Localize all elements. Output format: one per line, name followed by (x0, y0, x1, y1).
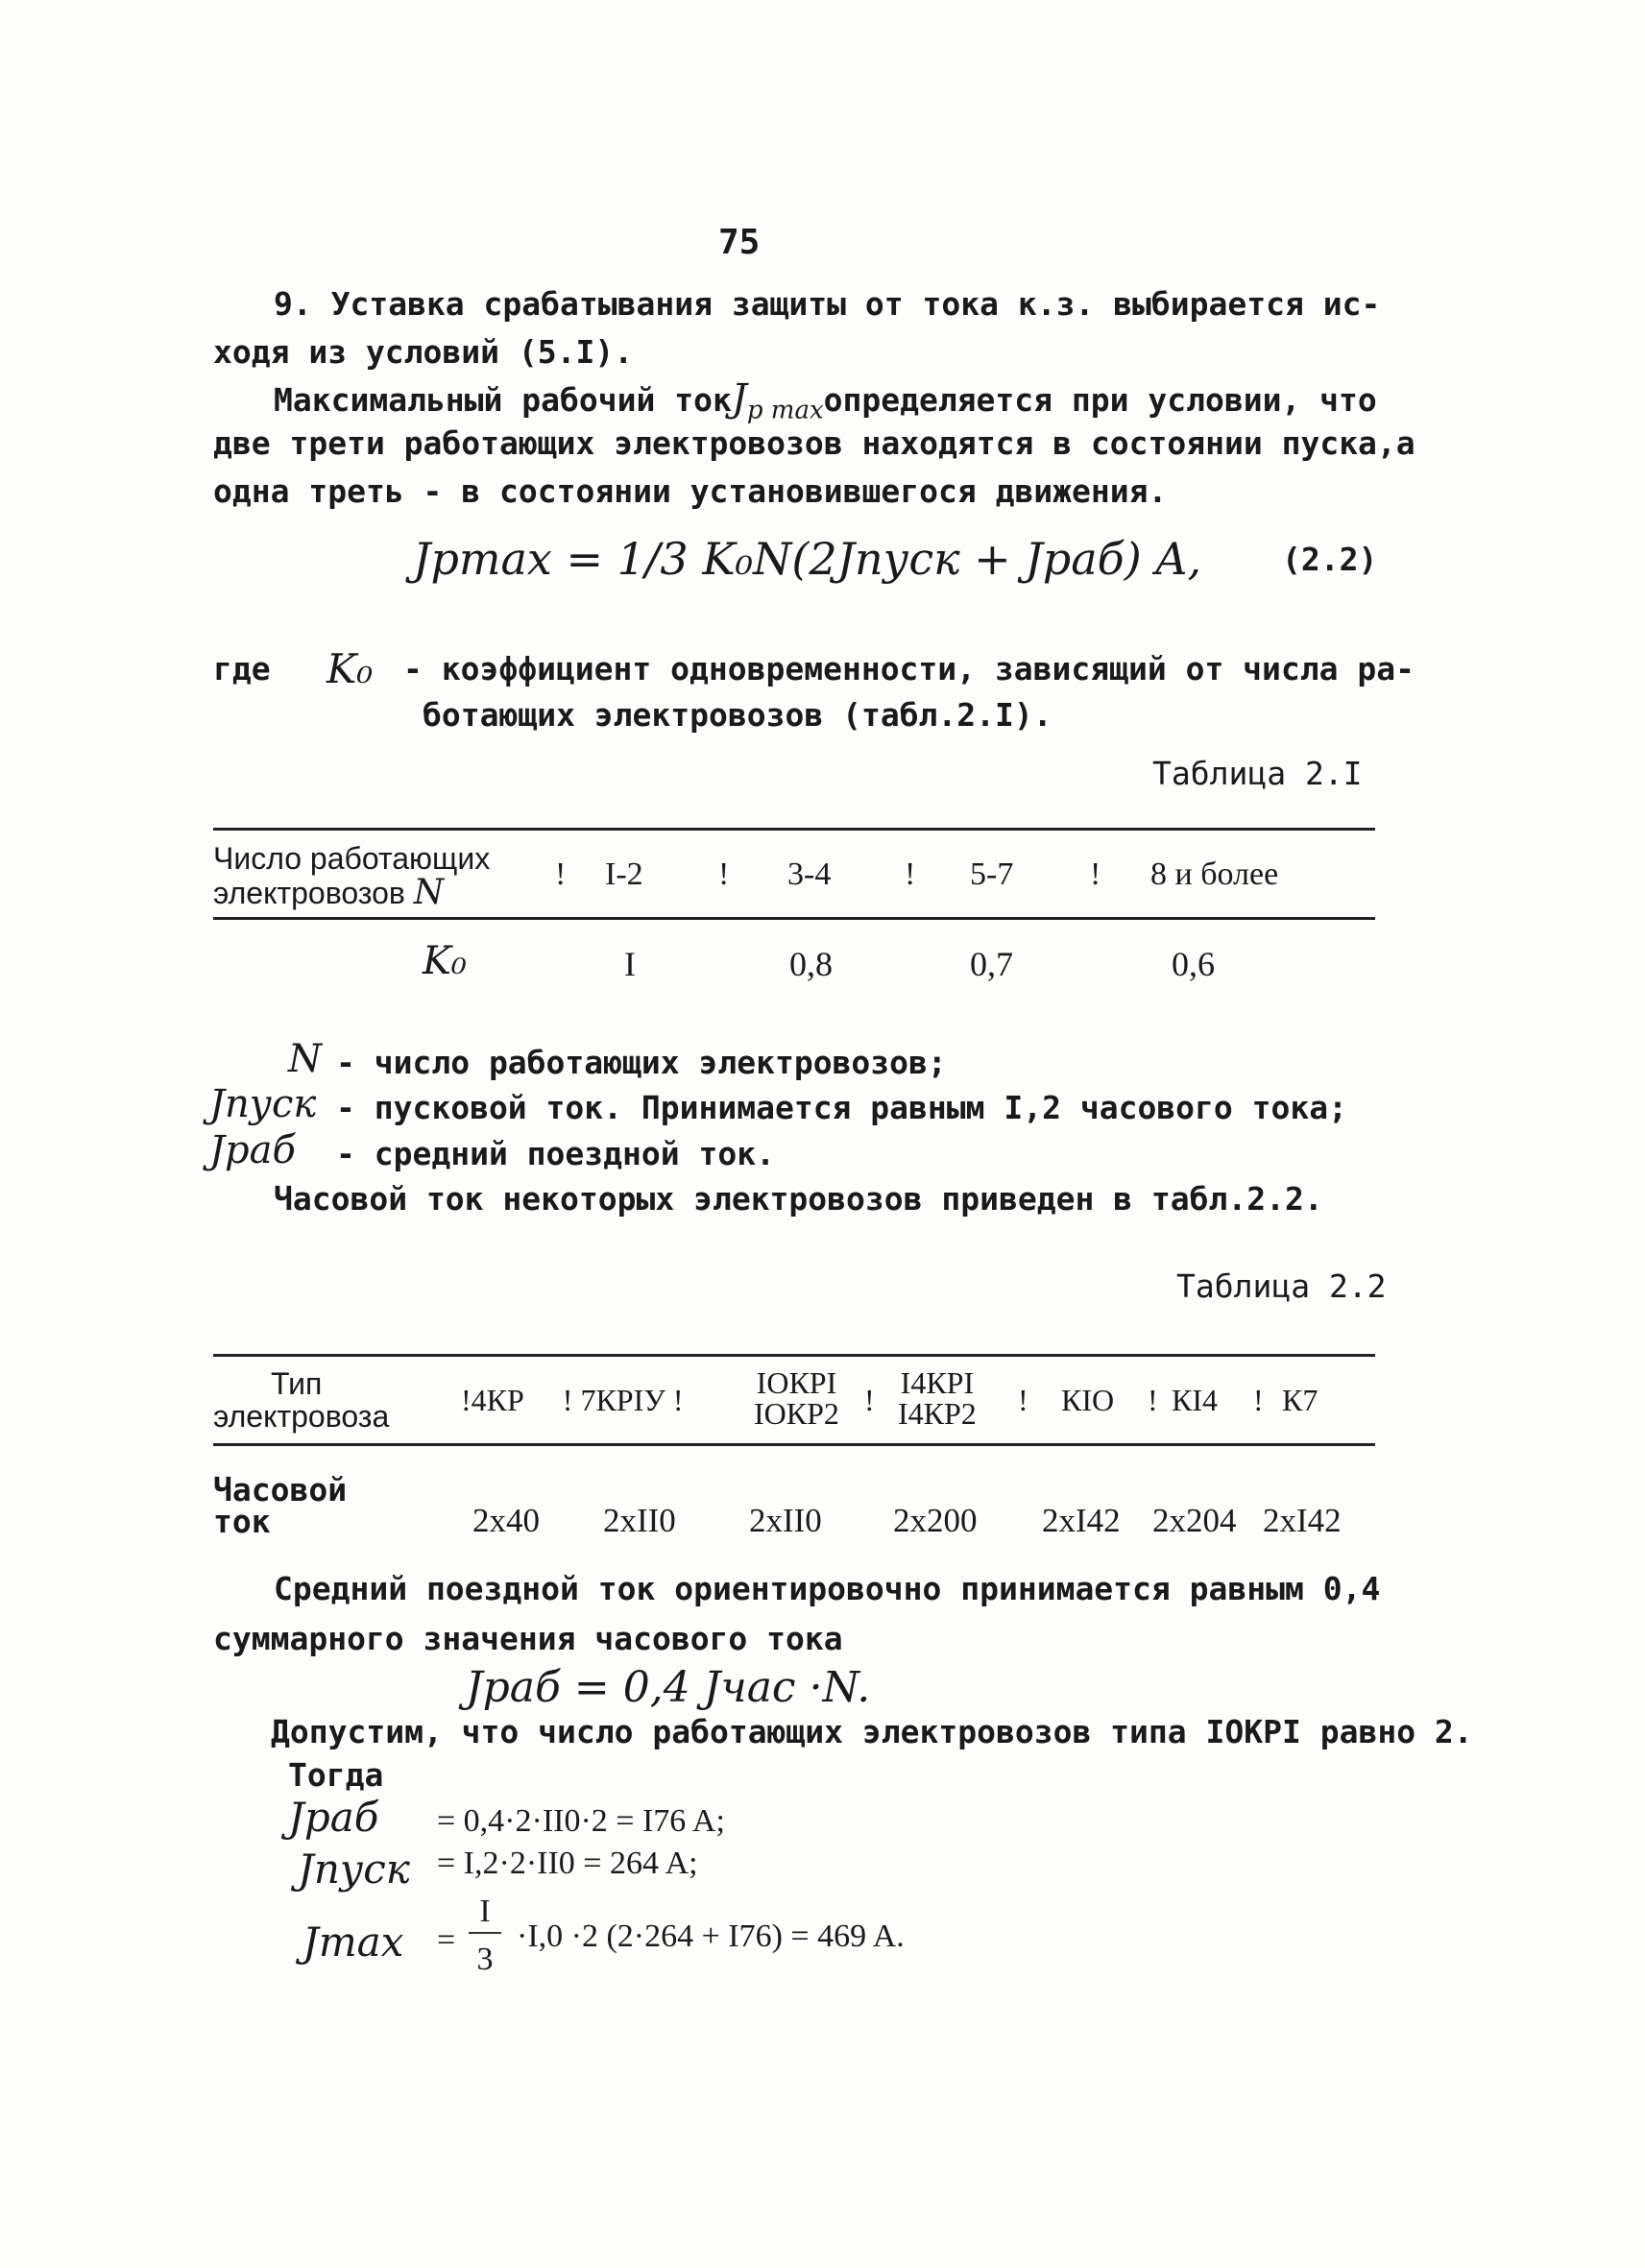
para4-line2: суммарного значения часового тока (213, 1620, 843, 1657)
table1-sep-4: ! (1090, 857, 1101, 892)
table2-row-label-2: ток (213, 1503, 271, 1540)
calc-jrab-symbol: Jраб (288, 1794, 379, 1841)
table1-top-rule (213, 828, 1375, 831)
table1-header-rule (213, 917, 1375, 920)
table2-header-label (213, 1368, 389, 1432)
calc-jmax-symbol: Jmax (302, 1918, 404, 1966)
para5-line1: Допустим, что число работающих электровозов типа IOКРI равно 2. (271, 1713, 1473, 1750)
table1-col-4: 8 и более (1150, 857, 1279, 892)
para3: Часовой ток некоторых электровозов приведен в табл.2.2. (274, 1180, 1323, 1218)
table2-col-14kr (898, 1367, 977, 1429)
table1-sep-2: ! (718, 857, 730, 892)
table2-col-10kr1: IOКРI (756, 1365, 837, 1400)
para1-line2: ходя из условий (5.I). (213, 333, 634, 371)
where-line2: ботающих электровозов (табл.2.I). (423, 696, 1052, 734)
table2-col-10kr2: IOКР2 (754, 1396, 839, 1431)
table1-col-2: 3-4 (787, 857, 832, 892)
def-jrab-text: - средний поездной ток. (336, 1135, 775, 1172)
table2-col-k10: КIO (1061, 1383, 1115, 1417)
table2-val-5: 2xI42 (1042, 1502, 1121, 1539)
where-symbol: K₀ (327, 645, 374, 692)
calc-jpusk-text: = I,2·2·II0 = 264 A; (437, 1846, 698, 1881)
table1-val-1: I (624, 945, 636, 983)
table2-header-cells (461, 1383, 684, 1418)
table1-caption: Таблица 2.I (1152, 755, 1363, 792)
table2-sep: ! (461, 1383, 472, 1417)
para2-line1 (274, 376, 1377, 425)
table2-val-1: 2x40 (472, 1502, 540, 1539)
table1-val-3: 0,7 (970, 945, 1013, 983)
calc-frac-num: I (479, 1894, 491, 1929)
table2-col-10kr (754, 1367, 839, 1429)
calc-frac-bar (469, 1932, 501, 1934)
para4-line1: Средний поездной ток ориентировочно принимается равным 0,4 (274, 1570, 1381, 1607)
table2-sep: ! (562, 1383, 573, 1417)
table2-top-rule (213, 1354, 1375, 1357)
table2-sep: ! (1018, 1383, 1028, 1417)
table2-sep: ! (1253, 1383, 1264, 1417)
table2-header-line2: электровоза (213, 1399, 390, 1434)
table2-caption: Таблица 2.2 (1176, 1267, 1387, 1305)
def-jpusk-text: - пусковой ток. Принимается равным I,2 часового тока; (336, 1089, 1347, 1126)
table1-row-label: K₀ (423, 939, 467, 983)
para2-line2: две трети работающих электровозов находятся в состоянии пуска,а (213, 424, 1415, 462)
formula-2-2: Jpmax = 1/3 K₀N(2Jпуск + Jраб) A, (413, 533, 1202, 585)
table1-header-line1: Число работающих (213, 841, 491, 876)
para2-text-post: определяется при условии, что (823, 381, 1377, 419)
def-n-text: - число работающих электровозов; (336, 1044, 947, 1081)
table1-col-3: 5-7 (970, 857, 1014, 892)
j-subscript: p max (746, 396, 824, 425)
table1-val-2: 0,8 (789, 945, 833, 983)
table2-val-4: 2x200 (893, 1502, 978, 1539)
table1-header-sym: N (413, 873, 445, 912)
calc-frac-den: 3 (476, 1942, 494, 1977)
table1-sep-3: ! (905, 857, 916, 892)
table2-row-label-1: Часовой (213, 1471, 348, 1508)
table1-header-label (213, 843, 490, 910)
table2-sep: ! (1148, 1383, 1158, 1417)
table2-val-7: 2xI42 (1263, 1502, 1342, 1539)
table1-sep-1: ! (555, 857, 567, 892)
calc-jmax-eq: = (437, 1922, 456, 1958)
calc-jmax-text: ·I,0 ·2 (2·264 + I76) = 469 A. (517, 1918, 905, 1954)
table2-header-rule (213, 1443, 1375, 1446)
table2-col-k7: К7 (1282, 1383, 1318, 1417)
table1-col-1: I-2 (605, 857, 643, 892)
table2-col-14kr1: I4КРI (900, 1365, 975, 1400)
def-jrab-symbol: Jраб (209, 1128, 296, 1172)
para2-text-pre: Максимальный рабочий ток (274, 381, 732, 419)
table2-col-4kr: 4КР (471, 1383, 524, 1417)
where-label: где (213, 650, 271, 688)
para1-line1: 9. Уставка срабатывания защиты от тока к.з. выбирается ис- (274, 285, 1381, 323)
para2-line3: одна треть - в состоянии установившегося движения. (213, 472, 1168, 510)
table2-val-3: 2xII0 (749, 1502, 822, 1539)
para5-line2: Тогда (288, 1756, 384, 1794)
j-symbol: J (731, 376, 747, 421)
formula-number: (2.2) (1282, 541, 1378, 578)
where-line1: - коэффициент одновременности, зависящий от числа ра- (403, 650, 1415, 688)
table2-header-line1: Тип (271, 1366, 323, 1401)
table2-sep: ! (864, 1383, 875, 1417)
def-n-symbol: N (288, 1037, 322, 1081)
def-jpusk-symbol: Jпуск (209, 1082, 317, 1126)
table2-col-14kr2: I4КР2 (898, 1396, 977, 1431)
page-number: 75 (718, 223, 761, 262)
formula-jrab: Jраб = 0,4 Jчас ·N. (466, 1663, 871, 1712)
table2-val-2: 2xII0 (603, 1502, 676, 1539)
table1-header-line2 (213, 873, 490, 912)
table2-col-7kriu: 7КРIУ (580, 1383, 665, 1417)
table2-col-k14: КI4 (1172, 1383, 1218, 1417)
table1-header-line2-text: электровозов (213, 876, 405, 910)
calc-jrab-text: = 0,4·2·II0·2 = I76 A; (437, 1803, 725, 1839)
calc-jpusk-symbol: Jпуск (298, 1846, 410, 1893)
table1-val-4: 0,6 (1172, 945, 1215, 983)
table2-sep: ! (672, 1383, 684, 1417)
table2-val-6: 2x204 (1152, 1502, 1237, 1539)
